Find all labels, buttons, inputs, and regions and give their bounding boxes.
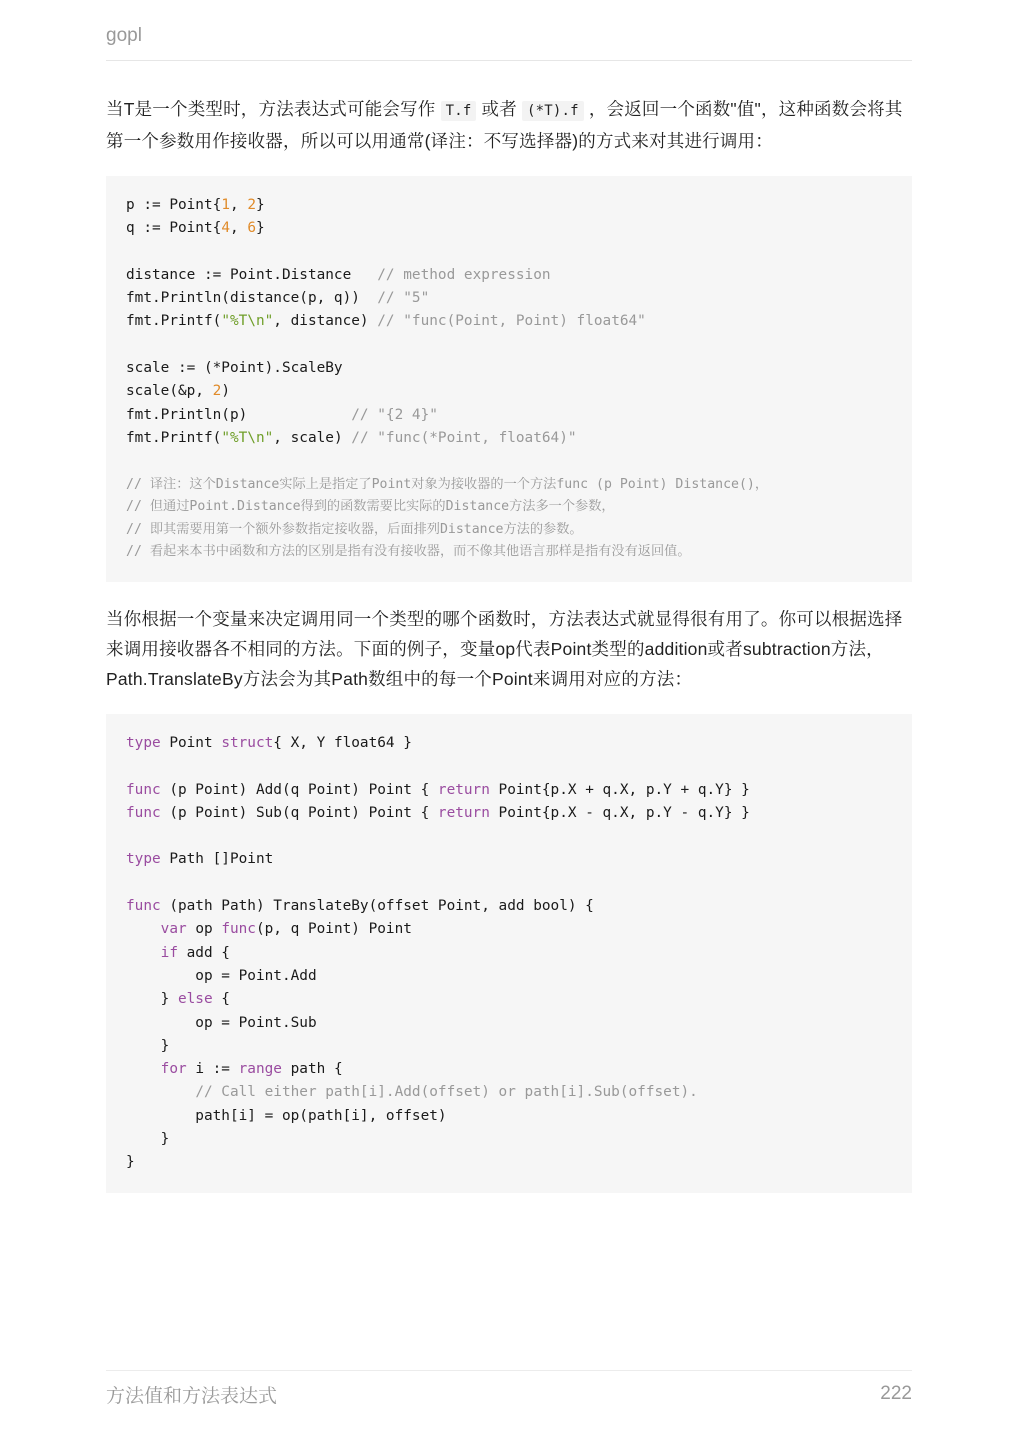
intro-text-2: 或者 — [476, 99, 522, 119]
code-line — [126, 264, 892, 287]
code-token: fmt.Printf( — [126, 429, 222, 446]
code-token: , scale) — [273, 429, 352, 446]
code-line — [126, 965, 892, 988]
code-line — [126, 404, 892, 427]
code-line — [126, 241, 892, 264]
code-token: i := — [186, 1061, 239, 1078]
code-token — [126, 1084, 195, 1100]
code-line — [126, 1012, 892, 1035]
code-token-num: 1 — [221, 197, 230, 213]
page-content — [106, 94, 912, 1193]
code-token: Point{p.X - q.X, p.Y - q.Y} } — [489, 804, 750, 821]
code-token: p := Point{ — [126, 197, 222, 213]
code-line — [126, 1035, 892, 1058]
book-title: gopl — [106, 25, 142, 46]
code-token: fmt.Println(p) — [126, 406, 352, 423]
code-token-kw: struct — [221, 734, 274, 751]
code-line — [126, 755, 892, 778]
page-number: 222 — [880, 1383, 912, 1404]
code-token — [126, 1061, 161, 1077]
code-line — [126, 1151, 892, 1174]
code-line — [126, 1081, 892, 1104]
intro-text-1: 当T是一个类型时，方法表达式可能会写作 — [106, 99, 441, 119]
code-token-com: // "{2 4}" — [351, 406, 438, 423]
code-token: (p Point) Sub(q Point) Point { — [160, 804, 438, 821]
code-line — [126, 474, 892, 497]
code-token: distance := Point.Distance — [126, 266, 378, 283]
code-line — [126, 872, 892, 895]
code-line — [126, 450, 892, 473]
code-token-kw: return — [437, 804, 490, 821]
code-token: fmt.Println(distance(p, q)) — [126, 290, 378, 307]
code-token: scale(&p, — [126, 383, 213, 400]
code-line — [126, 217, 892, 240]
code-line — [126, 194, 892, 217]
code-token: } — [126, 1037, 170, 1054]
code-token-kw: func — [126, 898, 161, 915]
code-line — [126, 427, 892, 450]
code-token-kw: func — [126, 804, 161, 821]
code-token: op = Point.Add — [126, 967, 317, 984]
code-line — [126, 1128, 892, 1151]
code-token-kw: type — [126, 734, 161, 751]
code-token: path[i] = op(path[i], offset) — [126, 1107, 447, 1124]
code-token: op = Point.Sub — [126, 1014, 317, 1031]
code-token-com: // "func(*Point, float64)" — [351, 429, 577, 446]
code-token: Path []Point — [160, 851, 274, 868]
code-token-com: // method expression — [377, 266, 551, 283]
code-line — [126, 357, 892, 380]
section-title: 方法值和方法表达式 — [106, 1385, 278, 1407]
code-line — [126, 802, 892, 825]
code-line — [126, 1105, 892, 1128]
code-token-kw: func — [126, 781, 161, 798]
code-line — [126, 310, 892, 333]
code-token-num: 6 — [247, 220, 256, 237]
code-token: } — [255, 197, 265, 213]
code-token-kw: else — [177, 991, 213, 1008]
inline-code-tf: T.f — [441, 101, 477, 121]
code-token: Point — [160, 734, 222, 751]
code-token: fmt.Printf( — [126, 313, 222, 330]
code-token-com: // "5" — [377, 290, 430, 307]
code-line — [126, 918, 892, 941]
code-token-kw: return — [437, 781, 490, 798]
code-token: } — [126, 991, 178, 1008]
code-token-com: // 译注：这个Distance实际上是指定了Point对象为接收器的一个方法func (p Point) Distance()， — [126, 476, 769, 492]
code-token: (p Point) Add(q Point) Point { — [160, 781, 438, 798]
code-token: path { — [281, 1061, 343, 1078]
code-token: scale := (*Point).ScaleBy — [126, 360, 343, 377]
code-token — [126, 921, 161, 937]
code-line — [126, 287, 892, 310]
code-token-num: 2 — [247, 197, 256, 213]
code-token-com: // 即其需要用第一个额外参数指定接收器，后面排列Distance方法的参数。 — [126, 521, 583, 537]
code-line — [126, 732, 892, 755]
code-line — [126, 334, 892, 357]
op-paragraph: 当你根据一个变量来决定调用同一个类型的哪个函数时，方法表达式就显得很有用了。你可以根据选择来调用接收器各不相同的方法。下面的例子，变量op代表Point类型的addition或者subtraction方法，Path.TranslateBy方法会为其Path数组中的每一个Point来调用对应的方法： — [106, 608, 903, 689]
code-token-kw: type — [126, 851, 161, 868]
intro-paragraph — [106, 94, 912, 156]
code-token-str: "%T\n" — [221, 313, 274, 330]
code-token: , — [229, 220, 248, 237]
code-token: { — [212, 991, 230, 1008]
inline-code-ptr-tf: (*T).f — [522, 101, 584, 121]
code-block-translate-by — [106, 714, 912, 1193]
code-token-kw: range — [238, 1061, 282, 1078]
code-line — [126, 380, 892, 403]
code-token-com: // "func(Point, Point) float64" — [377, 313, 646, 330]
code-token-kw: if — [160, 944, 178, 961]
code-line — [126, 848, 892, 871]
code-token: } — [255, 220, 265, 237]
intro-text-3: ，会返回一个函数"值"，这种函数会将其第一个参数用作接收器，所以可以用通常(译注：不写选择器)的方式来对其进行调用： — [106, 99, 903, 151]
code-token: (path Path) TranslateBy(offset Point, add bool) { — [160, 898, 594, 915]
code-token-kw: var — [160, 921, 187, 938]
code-token-com: // 但通过Point.Distance得到的函数需要比实际的Distance方法多一个参数， — [126, 499, 615, 515]
code-token-kw: func — [221, 921, 256, 938]
code-token: { X, Y float64 } — [273, 734, 412, 751]
page-header — [106, 24, 912, 61]
page-footer — [106, 1370, 912, 1419]
code-token-num: 4 — [221, 220, 230, 237]
code-line — [126, 988, 892, 1011]
code-line — [126, 541, 892, 564]
code-token-num: 2 — [212, 383, 222, 400]
code-line — [126, 825, 892, 848]
code-token-com: // Call either path[i].Add(offset) or path[i].Sub(offset). — [195, 1084, 698, 1101]
code-token: } — [126, 1154, 135, 1171]
code-token — [126, 945, 161, 961]
code-token-str: "%T\n" — [221, 429, 274, 446]
code-block-method-expression — [106, 176, 912, 582]
code-token: Point{p.X + q.X, p.Y + q.Y} } — [489, 781, 750, 798]
code-token-com: // 看起来本书中函数和方法的区别是指有没有接收器，而不像其他语言那样是指有没有返回值。 — [126, 544, 691, 560]
code-line — [126, 895, 892, 918]
code-token: add { — [177, 944, 230, 961]
code-token: ) — [221, 383, 230, 400]
code-token: q := Point{ — [126, 220, 222, 237]
code-line — [126, 779, 892, 802]
code-token: op — [186, 921, 222, 938]
code-line — [126, 519, 892, 542]
code-token-kw: for — [160, 1061, 187, 1078]
code-line — [126, 942, 892, 965]
code-token: (p, q Point) Point — [255, 921, 412, 938]
code-line — [126, 496, 892, 519]
code-line — [126, 1058, 892, 1081]
code-token: } — [126, 1130, 170, 1147]
code-token: , — [229, 197, 248, 213]
code-token: , distance) — [273, 313, 378, 330]
